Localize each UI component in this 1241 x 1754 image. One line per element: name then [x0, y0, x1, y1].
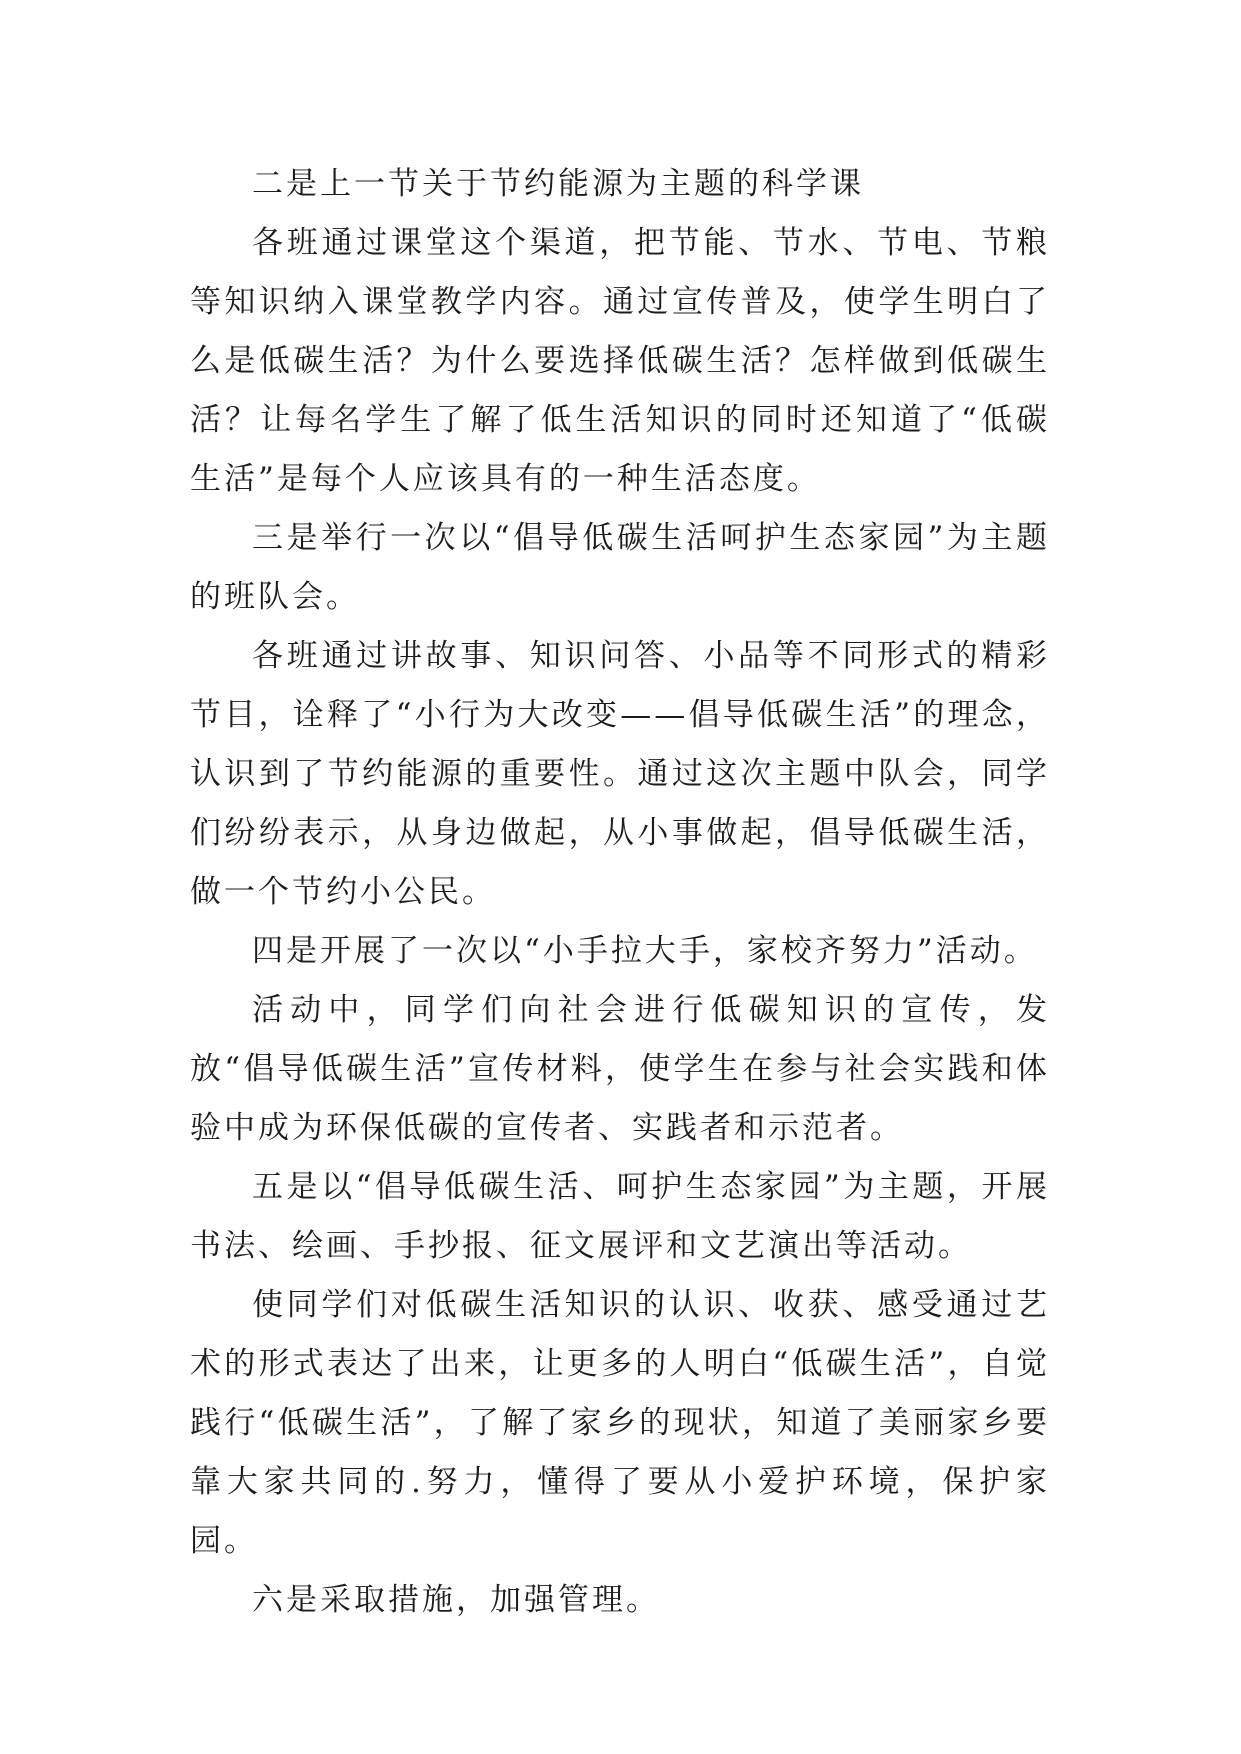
paragraph-measures: 六是采取措施，加强管理。: [252, 1582, 660, 1618]
paragraph-publicity: 活动中，同学们向社会进行低碳知识的宣传，发放“倡导低碳生活”宣传材料，使学生在参与社会实践和体验中成为环保低碳的宣传者、实践者和示范者。: [190, 992, 1050, 1146]
paragraph-art-activities: 五是以“倡导低碳生活、呵护生态家园”为主题，开展书法、绘画、手抄报、征文展评和文艺演出等活动。: [190, 1169, 1050, 1264]
paragraph-science-class: 二是上一节关于节约能源为主题的科学课: [252, 166, 864, 202]
paragraph-classroom-channel: 各班通过课堂这个渠道，把节能、节水、节电、节粮等知识纳入课堂教学内容。通过宣传普及，使学生明白了么是低碳生活？为什么要选择低碳生活？怎样做到低碳生活？让每名学生了解了低生活知识的同时还知道了“低碳生活”是每个人应该具有的一种生活态度。: [190, 225, 1050, 497]
paragraph-hand-in-hand: 四是开展了一次以“小手拉大手，家校齐努力”活动。: [252, 933, 1038, 969]
paragraph-storytelling: 各班通过讲故事、知识问答、小品等不同形式的精彩节目，诠释了“小行为大改变——倡导低碳生活”的理念，认识到了节约能源的重要性。通过这次主题中队会，同学们纷纷表示，从身边做起，从小事做起，倡导低碳生活，做一个节约小公民。: [190, 638, 1050, 910]
paragraph-class-meeting: 三是举行一次以“倡导低碳生活呵护生态家园”为主题的班队会。: [190, 520, 1050, 615]
document-body: [190, 155, 1050, 1630]
paragraph-art-expression: 使同学们对低碳生活知识的认识、收获、感受通过艺术的形式表达了出来，让更多的人明白“低碳生活”，自觉践行“低碳生活”，了解了家乡的现状，知道了美丽家乡要靠大家共同的.努力，懂得了要从小爱护环境，保护家园。: [190, 1287, 1050, 1559]
